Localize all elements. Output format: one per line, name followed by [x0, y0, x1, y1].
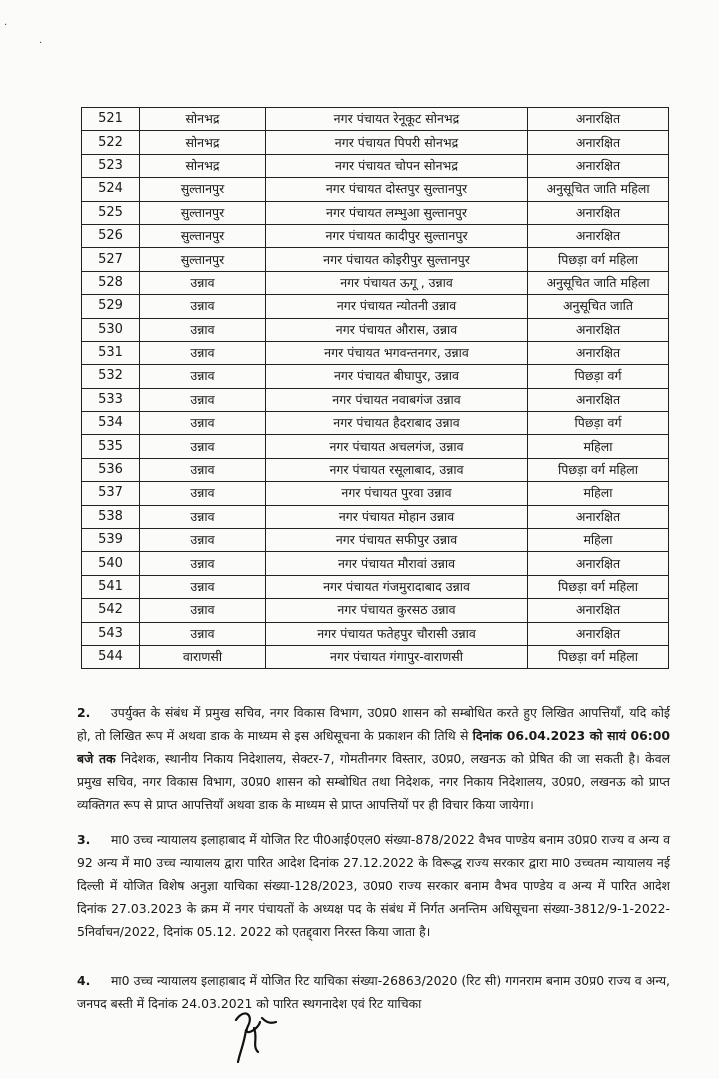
table-row [82, 201, 669, 224]
district-cell: उन्नाव [140, 505, 266, 528]
reservation-table [81, 107, 669, 669]
paragraph-text: निदेशक, स्थानीय निकाय निदेशालय, सेक्टर-7, गोमतीनगर विस्तार, उ0प्र0, लखनऊ को प्रेषित की जा सकती है। केवल प्रमुख सचिव, नगर विकास विभाग, उ0प्र0 शासन को सम्बोधित तथा निदेशक, नगर निकाय निदेशालय, उ0प्र0, लखनऊ को प्राप्त व्यक्तिगत रूप से प्राप्त आपत्तियाँ अथवा डाक के माध्यम से प्राप्त आपत्तियों पर ही विचार किया जायेगा। [77, 751, 670, 812]
reservation-category-cell: महिला [528, 529, 669, 552]
table-row [82, 529, 669, 552]
serial-number-cell: 524 [82, 178, 140, 201]
serial-number-cell: 538 [82, 505, 140, 528]
nagar-panchayat-cell: नगर पंचायत मोहान उन्नाव [266, 505, 528, 528]
nagar-panchayat-cell: नगर पंचायत कोइरीपुर सुल्तानपुर [266, 248, 528, 271]
table-row [82, 645, 669, 668]
nagar-panchayat-cell: नगर पंचायत कुरसठ उन्नाव [266, 599, 528, 622]
reservation-category-cell: अनुसूचित जाति महिला [528, 271, 669, 294]
serial-number-cell: 536 [82, 458, 140, 481]
serial-number-cell: 526 [82, 224, 140, 247]
district-cell: उन्नाव [140, 622, 266, 645]
district-cell: उन्नाव [140, 552, 266, 575]
serial-number-cell: 533 [82, 388, 140, 411]
nagar-panchayat-cell: नगर पंचायत फतेहपुर चौरासी उन्नाव [266, 622, 528, 645]
scan-speck: · [4, 20, 8, 31]
district-cell: सोनभद्र [140, 108, 266, 131]
district-cell: उन्नाव [140, 318, 266, 341]
reservation-category-cell: पिछड़ा वर्ग महिला [528, 645, 669, 668]
district-cell: उन्नाव [140, 271, 266, 294]
nagar-panchayat-cell: नगर पंचायत सफीपुर उन्नाव [266, 529, 528, 552]
reservation-category-cell: अनारक्षित [528, 318, 669, 341]
district-cell: सुल्तानपुर [140, 201, 266, 224]
reservation-category-cell: पिछड़ा वर्ग [528, 412, 669, 435]
reservation-category-cell: पिछड़ा वर्ग महिला [528, 575, 669, 598]
table-row [82, 599, 669, 622]
reservation-category-cell: पिछड़ा वर्ग महिला [528, 248, 669, 271]
serial-number-cell: 530 [82, 318, 140, 341]
nagar-panchayat-cell: नगर पंचायत रेनूकूट सोनभद्र [266, 108, 528, 131]
district-cell: उन्नाव [140, 435, 266, 458]
table-row [82, 482, 669, 505]
nagar-panchayat-cell: नगर पंचायत कादीपुर सुल्तानपुर [266, 224, 528, 247]
nagar-panchayat-cell: नगर पंचायत मौरावां उन्नाव [266, 552, 528, 575]
serial-number-cell: 539 [82, 529, 140, 552]
nagar-panchayat-cell: नगर पंचायत लम्भुआ सुल्तानपुर [266, 201, 528, 224]
table-row [82, 178, 669, 201]
reservation-category-cell: अनारक्षित [528, 224, 669, 247]
nagar-panchayat-cell: नगर पंचायत ऊगू , उन्नाव [266, 271, 528, 294]
reservation-category-cell: महिला [528, 482, 669, 505]
paragraph-4 [77, 969, 670, 1015]
district-cell: उन्नाव [140, 365, 266, 388]
serial-number-cell: 535 [82, 435, 140, 458]
district-cell: उन्नाव [140, 575, 266, 598]
district-cell: सुल्तानपुर [140, 224, 266, 247]
serial-number-cell: 522 [82, 131, 140, 154]
district-cell: उन्नाव [140, 412, 266, 435]
nagar-panchayat-cell: नगर पंचायत दोस्तपुर सुल्तानपुर [266, 178, 528, 201]
serial-number-cell: 540 [82, 552, 140, 575]
serial-number-cell: 528 [82, 271, 140, 294]
reservation-category-cell: महिला [528, 435, 669, 458]
nagar-panchayat-cell: नगर पंचायत पुरवा उन्नाव [266, 482, 528, 505]
district-cell: सोनभद्र [140, 131, 266, 154]
table-row [82, 131, 669, 154]
table-row [82, 365, 669, 388]
table-row [82, 575, 669, 598]
table-row [82, 248, 669, 271]
table-row [82, 318, 669, 341]
serial-number-cell: 541 [82, 575, 140, 598]
signature-mark [224, 1000, 284, 1070]
nagar-panchayat-cell: नगर पंचायत नवाबगंज उन्नाव [266, 388, 528, 411]
serial-number-cell: 534 [82, 412, 140, 435]
table-row [82, 552, 669, 575]
serial-number-cell: 543 [82, 622, 140, 645]
paragraph-2 [77, 701, 670, 816]
nagar-panchayat-cell: नगर पंचायत गंजमुरादाबाद उन्नाव [266, 575, 528, 598]
nagar-panchayat-cell: नगर पंचायत भगवन्तनगर, उन्नाव [266, 341, 528, 364]
table-row [82, 505, 669, 528]
paragraph-text: मा0 उच्च न्यायालय इलाहाबाद में योजित रिट याचिका संख्या-26863/2020 (रिट सी) गगनराम बनाम उ0प्र0 राज्य व अन्य, जनपद बस्ती में दिनांक 24.03.2021 को पारित स्थगनादेश एवं रिट याचिका [77, 973, 670, 1011]
reservation-category-cell: अनारक्षित [528, 341, 669, 364]
table-row [82, 224, 669, 247]
serial-number-cell: 531 [82, 341, 140, 364]
table-row [82, 295, 669, 318]
district-cell: उन्नाव [140, 599, 266, 622]
table-row [82, 412, 669, 435]
nagar-panchayat-cell: नगर पंचायत हैदराबाद उन्नाव [266, 412, 528, 435]
district-cell: सोनभद्र [140, 154, 266, 177]
paragraph-text: उपर्युक्त के संबंध में प्रमुख सचिव, नगर विकास विभाग, उ0प्र0 शासन को सम्बोधित करते हुए लिखित आपत्तियाँ, यदि कोई हो, तो लिखित रूप में अथवा डाक के माध्यम से इस अधिसूचना के प्रकाशन की तिथि से [77, 705, 670, 743]
reservation-category-cell: अनुसूचित जाति महिला [528, 178, 669, 201]
reservation-category-cell: अनारक्षित [528, 599, 669, 622]
reservation-category-cell: अनुसूचित जाति [528, 295, 669, 318]
district-cell: उन्नाव [140, 295, 266, 318]
serial-number-cell: 525 [82, 201, 140, 224]
nagar-panchayat-cell: नगर पंचायत पिपरी सोनभद्र [266, 131, 528, 154]
deadline-text: दिनांक 06.04.2023 को सायं 06:00 बजे तक [77, 728, 670, 766]
paragraph-number: 2. [77, 705, 91, 720]
table-row [82, 341, 669, 364]
nagar-panchayat-cell: नगर पंचायत औरास, उन्नाव [266, 318, 528, 341]
reservation-category-cell: पिछड़ा वर्ग महिला [528, 458, 669, 481]
serial-number-cell: 527 [82, 248, 140, 271]
paragraph-text: मा0 उच्च न्यायालय इलाहाबाद में योजित रिट पी0आई0एल0 संख्या-878/2022 वैभव पाण्डेय बनाम उ0प्र0 राज्य व अन्य व 92 अन्य में मा0 उच्च न्यायालय द्वारा पारित आदेश दिनांक 27.12.2022 के विरूद्ध राज्य सरकार द्वारा मा0 उच्चतम न्यायालय नई दिल्ली में योजित विशेष अनुज्ञा याचिका संख्या-128/2023, उ0प्र0 राज्य सरकार बनाम वैभव पाण्डेय व अन्य में पारित आदेश दिनांक 27.03.2023 के क्रम में नगर पंचायतों के अध्यक्ष पद के संबंध में निर्गत अनन्तिम अधिसूचना संख्या-3812/9-1-2022-5निर्वाचन/2022, दिनांक 05.12. 2022 को एतद्द्वारा निरस्त किया जाता है। [77, 832, 670, 939]
district-cell: उन्नाव [140, 388, 266, 411]
table-row [82, 458, 669, 481]
district-cell: उन्नाव [140, 482, 266, 505]
table-row [82, 622, 669, 645]
serial-number-cell: 537 [82, 482, 140, 505]
table-row [82, 271, 669, 294]
reservation-category-cell: पिछड़ा वर्ग [528, 365, 669, 388]
district-cell: वाराणसी [140, 645, 266, 668]
paragraph-number: 3. [77, 832, 91, 847]
scan-speck: · [39, 38, 43, 49]
reservation-category-cell: अनारक्षित [528, 622, 669, 645]
nagar-panchayat-cell: नगर पंचायत गंगापुर-वाराणसी [266, 645, 528, 668]
serial-number-cell: 529 [82, 295, 140, 318]
reservation-category-cell: अनारक्षित [528, 505, 669, 528]
nagar-panchayat-cell: नगर पंचायत न्योतनी उन्नाव [266, 295, 528, 318]
district-cell: सुल्तानपुर [140, 248, 266, 271]
table-row [82, 388, 669, 411]
serial-number-cell: 542 [82, 599, 140, 622]
reservation-category-cell: अनारक्षित [528, 154, 669, 177]
table-row [82, 108, 669, 131]
nagar-panchayat-cell: नगर पंचायत रसूलाबाद, उन्नाव [266, 458, 528, 481]
table-row [82, 435, 669, 458]
table-row [82, 154, 669, 177]
nagar-panchayat-cell: नगर पंचायत बीघापुर, उन्नाव [266, 365, 528, 388]
serial-number-cell: 523 [82, 154, 140, 177]
serial-number-cell: 532 [82, 365, 140, 388]
nagar-panchayat-cell: नगर पंचायत अचलगंज, उन्नाव [266, 435, 528, 458]
reservation-category-cell: अनारक्षित [528, 552, 669, 575]
district-cell: उन्नाव [140, 341, 266, 364]
reservation-category-cell: अनारक्षित [528, 388, 669, 411]
district-cell: सुल्तानपुर [140, 178, 266, 201]
district-cell: उन्नाव [140, 458, 266, 481]
reservation-category-cell: अनारक्षित [528, 201, 669, 224]
nagar-panchayat-cell: नगर पंचायत चोपन सोनभद्र [266, 154, 528, 177]
reservation-category-cell: अनारक्षित [528, 131, 669, 154]
district-cell: उन्नाव [140, 529, 266, 552]
serial-number-cell: 521 [82, 108, 140, 131]
paragraph-number: 4. [77, 973, 91, 988]
reservation-category-cell: अनारक्षित [528, 108, 669, 131]
serial-number-cell: 544 [82, 645, 140, 668]
paragraph-3 [77, 828, 670, 943]
